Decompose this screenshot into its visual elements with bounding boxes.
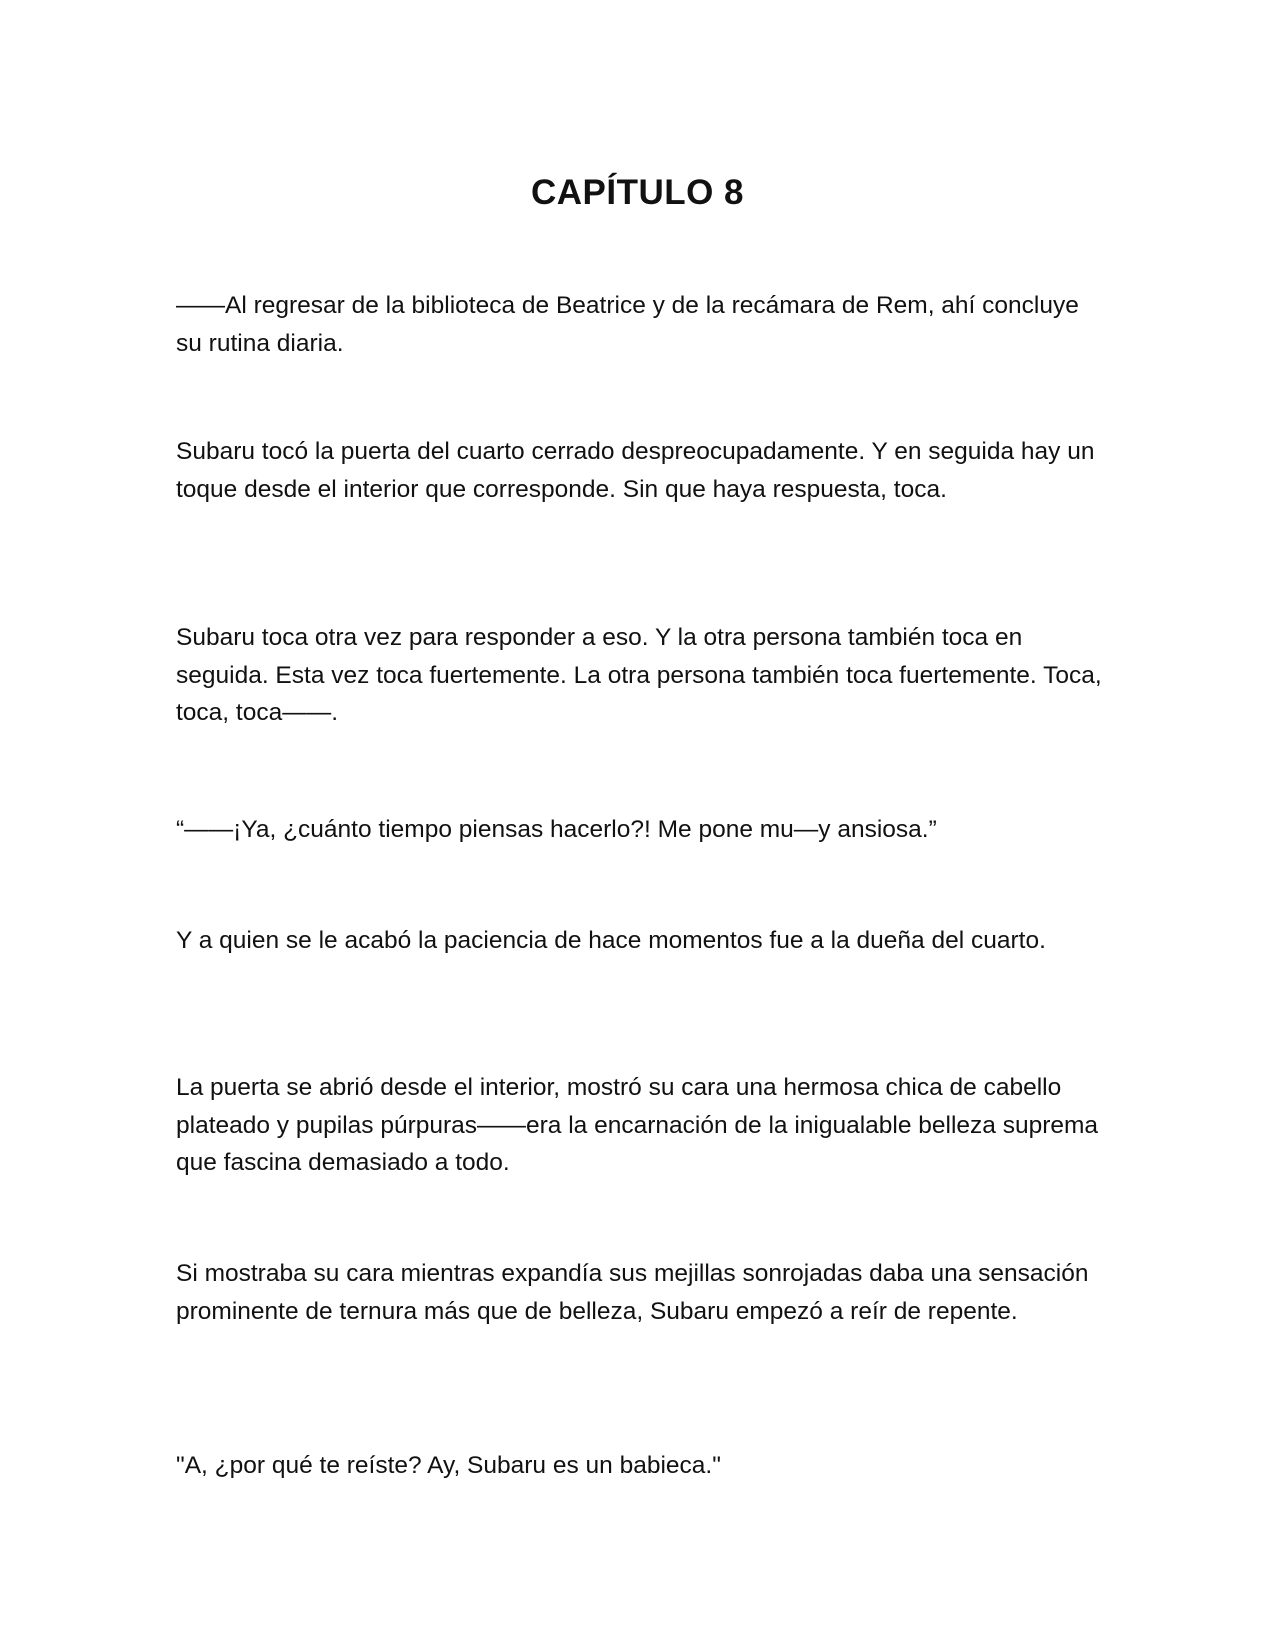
paragraph: "A, ¿por qué te reíste? Ay, Subaru es un babieca." — [176, 1452, 721, 1479]
paragraph: Subaru toca otra vez para responder a eso. Y la otra persona también toca en seguida. Esta vez toca fuertemente. La otra persona también toca fuertemente. Toca, toca, toca——. — [176, 624, 1102, 726]
paragraph: Subaru tocó la puerta del cuarto cerrado despreocupadamente. Y en seguida hay un toque desde el interior que corresponde. Sin que haya respuesta, toca. — [176, 438, 1095, 503]
chapter-title: CAPÍTULO 8 — [530, 173, 745, 213]
paragraph: Si mostraba su cara mientras expandía sus mejillas sonrojadas daba una sensación prominente de ternura más que de belleza, Subaru empezó a reír de repente. — [176, 1260, 1089, 1325]
paragraph: La puerta se abrió desde el interior, mostró su cara una hermosa chica de cabello plateado y pupilas púrpuras——era la encarnación de la inigualable belleza suprema que fascina demasiado a todo. — [176, 1074, 1099, 1176]
paragraph: “——¡Ya, ¿cuánto tiempo piensas hacerlo?! Me pone mu—y ansiosa.” — [176, 816, 937, 843]
paragraph: Y a quien se le acabó la paciencia de hace momentos fue a la dueña del cuarto. — [176, 927, 1046, 954]
paragraph: ——Al regresar de la biblioteca de Beatrice y de la recámara de Rem, ahí concluye su rutina diaria. — [176, 292, 1079, 357]
